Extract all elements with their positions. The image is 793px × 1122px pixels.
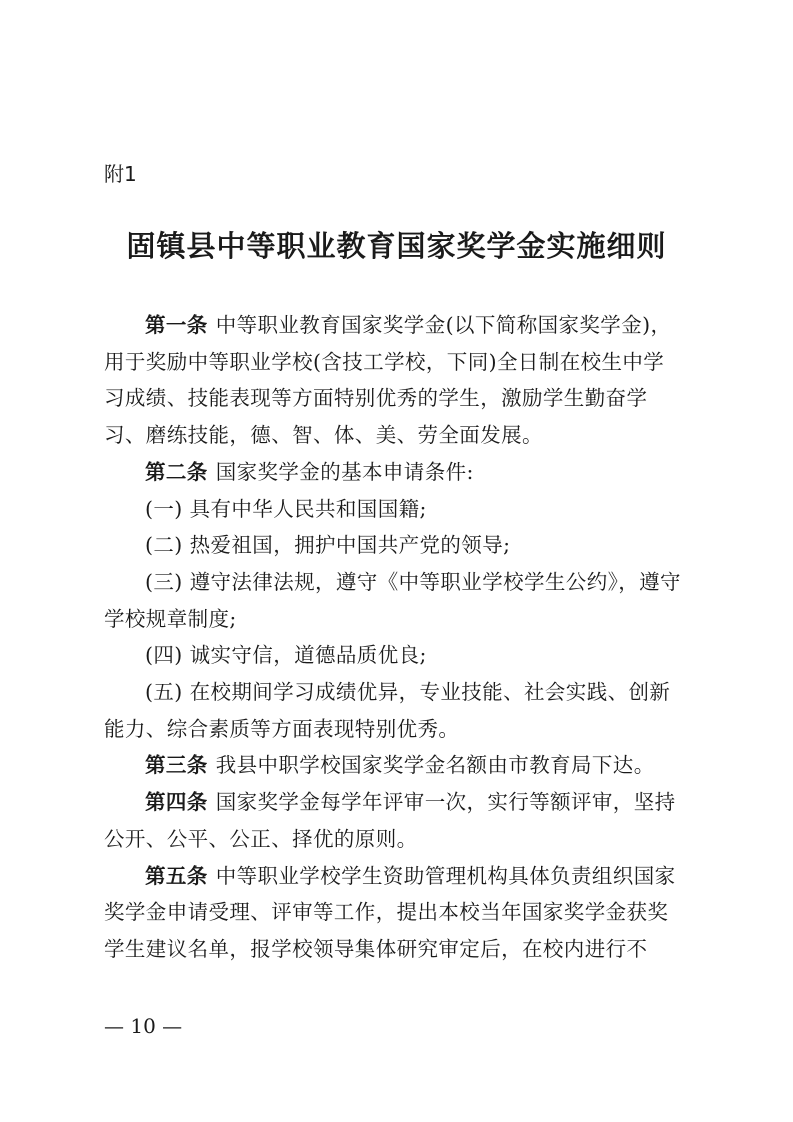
article-heading: 第五条 [145, 863, 208, 888]
page-title: 固镇县中等职业教育国家奖学金实施细则 [126, 229, 667, 263]
article-text: 中等职业教育国家奖学金(以下简称国家奖学金)，用于奖励中等职业学校(含技工学校，下同)全日制在校生中学习成绩、技能表现等方面特别优秀的学生，激励学生勤奋学习、磨练技能，德、智、体、美、劳全面发展。 [104, 313, 672, 448]
article-heading: 第三条 [145, 753, 208, 778]
condition-item: (四) 诚实守信，道德品质优良; [145, 643, 427, 668]
article-3 [104, 747, 684, 784]
condition-item: (一) 具有中华人民共和国国籍; [145, 496, 427, 521]
article-heading: 第一条 [145, 313, 208, 337]
article-4 [104, 784, 684, 857]
article-heading: 第二条 [145, 459, 208, 484]
article-2 [104, 454, 684, 491]
article-5 [104, 858, 684, 968]
condition-item: (三) 遵守法律法规，遵守《中等职业学校学生公约》，遵守学校规章制度; [104, 569, 681, 631]
article-text: 国家奖学金的基本申请条件: [215, 459, 474, 484]
document-body [104, 307, 684, 968]
article-heading: 第四条 [145, 790, 208, 815]
article-text: 我县中职学校国家奖学金名额由市教育局下达。 [215, 753, 655, 778]
condition-item: (五) 在校期间学习成绩优异，专业技能、社会实践、创新能力、综合素质等方面表现特别优秀。 [104, 680, 671, 741]
page-number: — 10 — [104, 1014, 183, 1038]
condition-item: (二) 热爱祖国，拥护中国共产党的领导; [145, 533, 511, 558]
article-1 [104, 307, 684, 454]
article-text: 国家奖学金每学年评审一次，实行等额评审，坚持公开、公平、公正、择优的原则。 [104, 790, 676, 851]
article-text: 中等职业学校学生资助管理机构具体负责组织国家奖学金申请受理、评审等工作，提出本校当年国家奖学金获奖学生建议名单，报学校领导集体研究审定后，在校内进行不 [104, 863, 676, 961]
attachment-label: 附1 [104, 162, 137, 186]
